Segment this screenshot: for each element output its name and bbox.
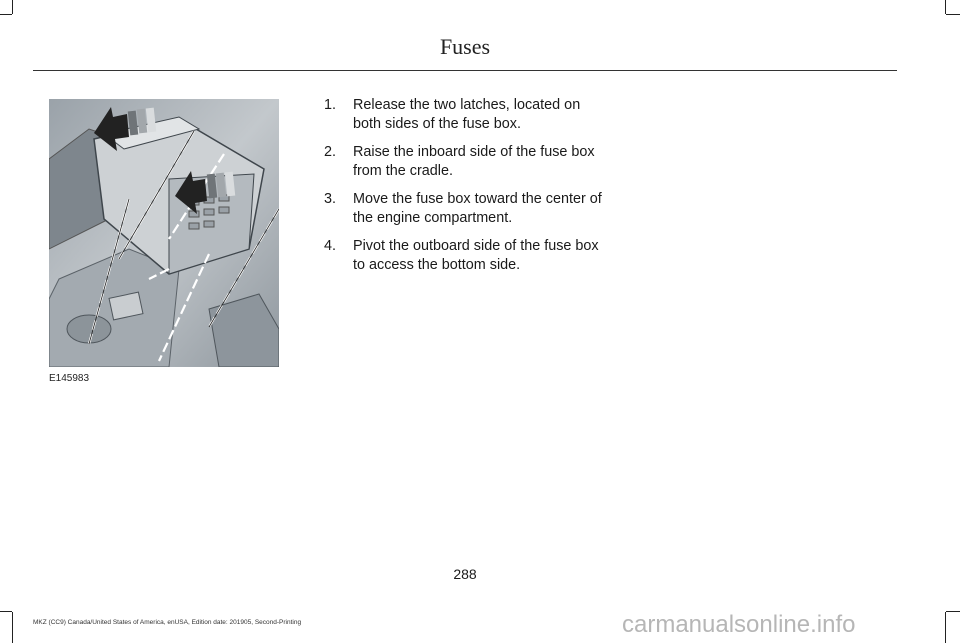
fuse-box-drawing: [49, 99, 279, 367]
step-item: [320, 190, 612, 228]
step-item: [320, 96, 612, 134]
step-text: Release the two latches, located on both sides of the fuse box.: [353, 97, 581, 132]
crop-mark-top-right-h: [946, 14, 960, 15]
crop-mark-bottom-left-h: [0, 611, 12, 612]
fuse-box-illustration: [49, 99, 279, 367]
page-title: Fuses: [439, 34, 491, 59]
crop-mark-bottom-right-h: [946, 611, 960, 612]
crop-mark-bottom-right-v: [945, 612, 946, 643]
footer-edition-text: MKZ (CC9) Canada/United States of America, enUSA, Edition date: 201905, Second-Printing: [33, 619, 302, 626]
crop-mark-top-left-v: [12, 0, 13, 14]
step-item: [320, 143, 612, 181]
step-text: Move the fuse box toward the center of the engine compartment.: [353, 191, 602, 226]
step-number: 1.: [324, 97, 337, 113]
step-number: 4.: [324, 238, 337, 254]
crop-mark-bottom-left-v: [12, 612, 13, 643]
step-item: [320, 237, 612, 275]
step-number: 2.: [324, 144, 337, 160]
page-number: 288: [453, 566, 477, 582]
crop-mark-top-left-h: [0, 14, 12, 15]
figure-code: E145983: [49, 373, 90, 384]
header-rule: [33, 70, 897, 71]
crop-mark-top-right-v: [945, 0, 946, 14]
step-text: Raise the inboard side of the fuse box from the cradle.: [353, 144, 595, 179]
step-text: Pivot the outboard side of the fuse box to access the bottom side.: [353, 238, 599, 273]
step-number: 3.: [324, 191, 337, 207]
watermark-link[interactable]: carmanualsonline.info: [622, 611, 856, 638]
instruction-steps: [320, 96, 612, 284]
